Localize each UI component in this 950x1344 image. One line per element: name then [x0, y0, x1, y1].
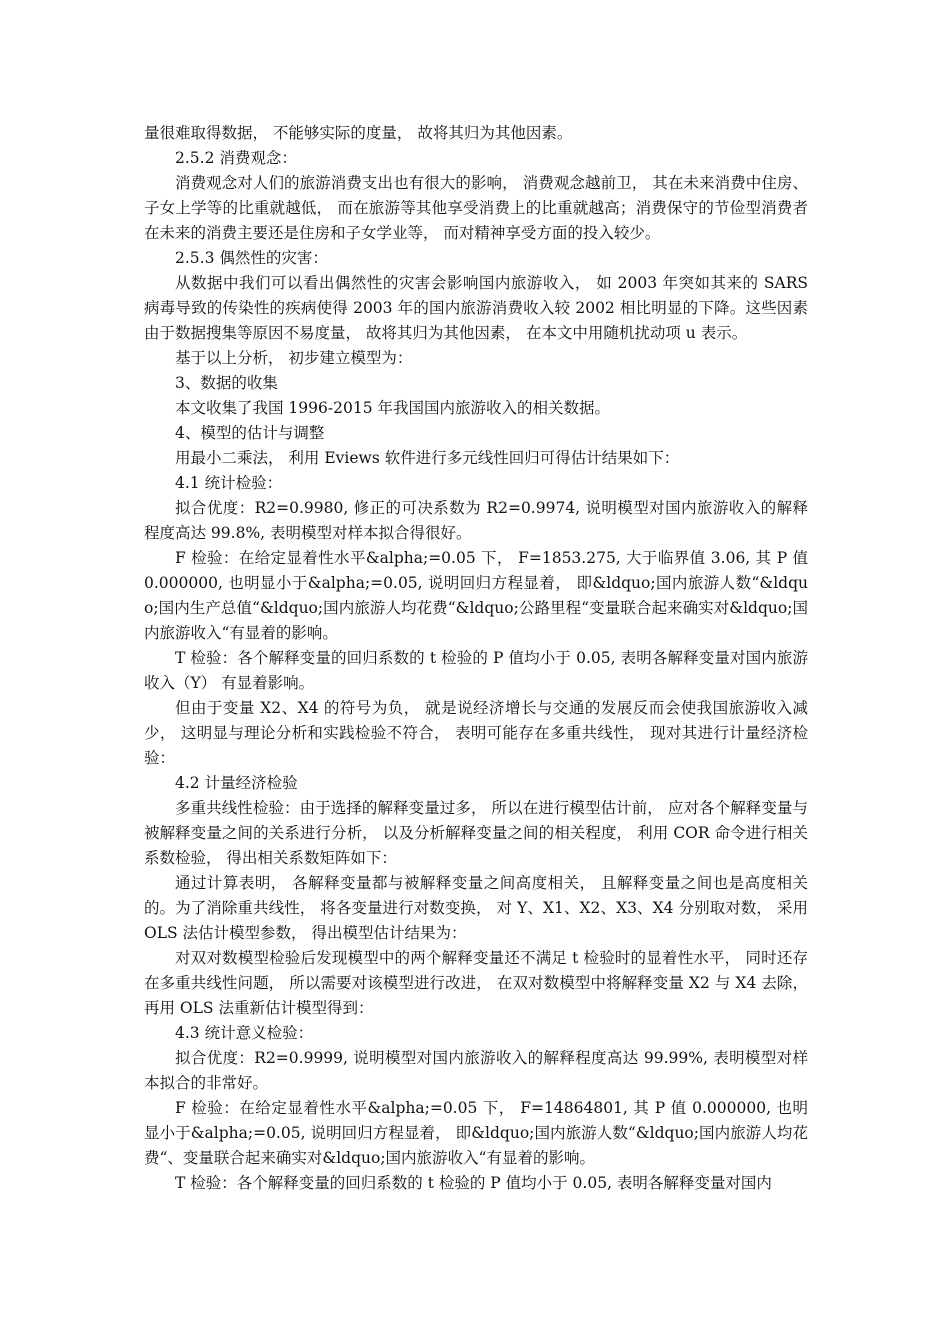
paragraph-goodness-of-fit-1: 拟合优度：R2=0.9980, 修正的可决系数为 R2=0.9974, 说明模型对国内旅游收入的解释程度高达 99.8%, 表明模型对样本拟合得很好。 — [144, 499, 808, 542]
paragraph-goodness-of-fit-2: 拟合优度：R2=0.9999, 说明模型对国内旅游收入的解释程度高达 99.99%, 表明模型对样本拟合的非常好。 — [144, 1049, 808, 1092]
paragraph-consumption-concept: 消费观念对人们的旅游消费支出也有很大的影响， 消费观念越前卫， 其在未来消费中住房、子女上学等的比重就越低， 而在旅游等其他享受消费上的比重就越高；消费保守的节俭型消费者在未来的消费主要还是住房和子女学业等， 而对精神享受方面的投入较少。 — [144, 174, 808, 242]
paragraph-t-test-1: T 检验：各个解释变量的回归系数的 t 检验的 P 值均小于 0.05, 表明各解释变量对国内旅游收入（Y） 有显着影响。 — [144, 649, 808, 692]
section-heading-3: 3、数据的收集 — [175, 374, 278, 392]
paragraph-data-collection: 本文收集了我国 1996-2015 年我国国内旅游收入的相关数据。 — [175, 399, 610, 417]
document-body — [144, 121, 808, 1196]
section-heading-4-2: 4.2 计量经济检验 — [175, 774, 298, 792]
paragraph-f-test-1: F 检验：在给定显着性水平&alpha;=0.05 下， F=1853.275, 大于临界值 3.06, 其 P 值 0.000000, 也明显小于&alpha;=0.05, 说明回归方程显着， 即&ldquo;国内旅游人数“&ldquo;国内生产总值“&ldquo;国内旅游人均花费“&ldquo;公路里程“变量联合起来确实对&ldquo;国内旅游收入“有显着的影响。 — [144, 549, 808, 642]
section-heading-4-3: 4.3 统计意义检验： — [175, 1024, 314, 1042]
paragraph-multicollinearity: 多重共线性检验：由于选择的解释变量过多， 所以在进行模型估计前， 应对各个解释变量与被解释变量之间的关系进行分析， 以及分析解释变量之间的相关程度， 利用 COR 命令进行相关系数检验， 得出相关系数矩阵如下： — [144, 799, 808, 867]
paragraph-ols-intro: 用最小二乘法， 利用 Eviews 软件进行多元线性回归可得估计结果如下： — [175, 449, 680, 467]
section-heading-2-5-2: 2.5.2 消费观念： — [175, 149, 297, 167]
section-heading-4-1: 4.1 统计检验： — [175, 474, 283, 492]
paragraph-model-improve: 对双对数模型检验后发现模型中的两个解释变量还不满足 t 检验时的显着性水平， 同时还存在多重共线性问题， 所以需要对该模型进行改进， 在双对数模型中将解释变量 X2 与 X4 去除， 再用 OLS 法重新估计模型得到： — [144, 949, 808, 1017]
paragraph-sign-problem: 但由于变量 X2、X4 的符号为负， 就是说经济增长与交通的发展反而会使我国旅游收入减少， 这明显与理论分析和实践检验不符合， 表明可能存在多重共线性， 现对其进行计量经济检验： — [144, 699, 808, 767]
paragraph-model-intro: 基于以上分析， 初步建立模型为： — [175, 349, 413, 367]
paragraph-log-transform: 通过计算表明， 各解释变量都与被解释变量之间高度相关， 且解释变量之间也是高度相关的。为了消除重共线性， 将各变量进行对数变换， 对 Y、X1、X2、X3、X4 分别取对数， 采用 OLS 法估计模型参数， 得出模型估计结果为： — [144, 874, 808, 942]
section-heading-4: 4、模型的估计与调整 — [175, 424, 325, 442]
section-heading-2-5-3: 2.5.3 偶然性的灾害： — [175, 249, 328, 267]
paragraph-continuation: 量很难取得数据， 不能够实际的度量， 故将其归为其他因素。 — [144, 124, 573, 142]
paragraph-t-test-2: T 检验：各个解释变量的回归系数的 t 检验的 P 值均小于 0.05, 表明各解释变量对国内 — [175, 1174, 772, 1192]
paragraph-accidental-disaster: 从数据中我们可以看出偶然性的灾害会影响国内旅游收入， 如 2003 年突如其来的 SARS 病毒导致的传染性的疾病使得 2003 年的国内旅游消费收入较 2002 相比明显的下降。这些因素由于数据搜集等原因不易度量， 故将其归为其他因素， 在本文中用随机扰动项 u 表示。 — [144, 274, 808, 342]
paragraph-f-test-2: F 检验：在给定显着性水平&alpha;=0.05 下， F=14864801, 其 P 值 0.000000, 也明显小于&alpha;=0.05, 说明回归方程显着， 即&ldquo;国内旅游人数“&ldquo;国内旅游人均花费“、变量联合起来确实对&ldquo;国内旅游收入“有显着的影响。 — [144, 1099, 808, 1167]
